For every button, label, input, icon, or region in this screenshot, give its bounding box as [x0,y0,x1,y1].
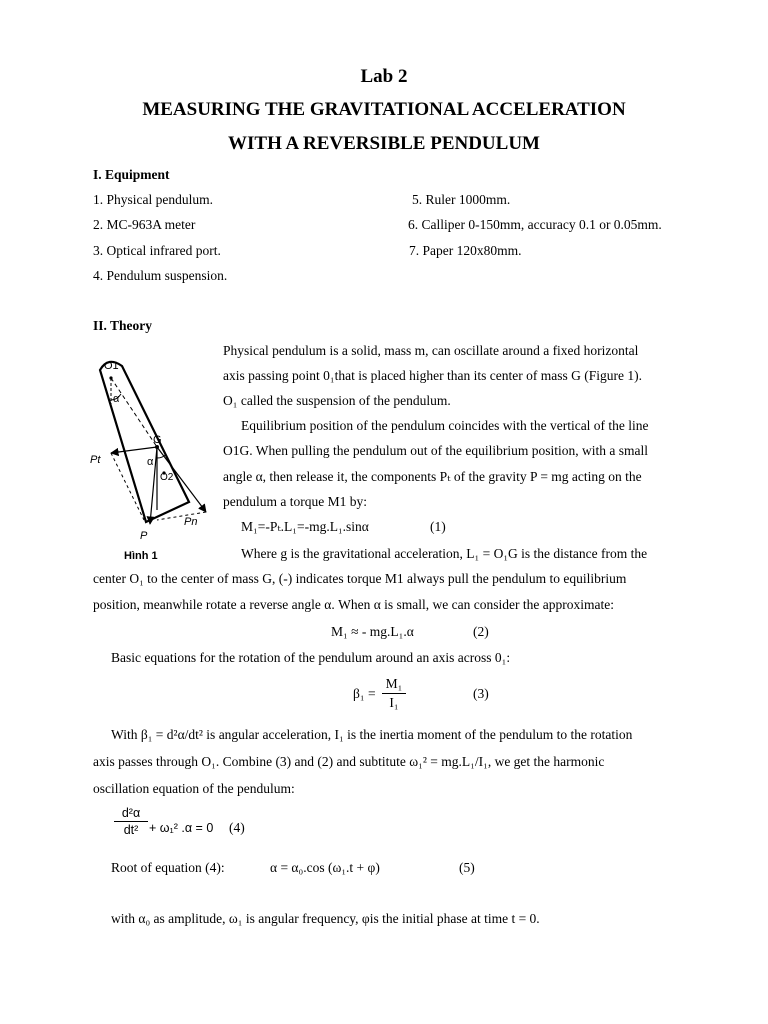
equipment-item-7: 7. Paper 120x80mm. [409,243,522,258]
fig-label-p: P [140,530,148,542]
equipment-item-6: 6. Calliper 0-150mm, accuracy 0.1 or 0.05mm. [408,217,662,232]
fig-label-g: G [153,434,162,446]
title-line-1: MEASURING THE GRAVITATIONAL ACCELERATION [142,99,626,120]
p4-text: Basic equations for the rotation of the pendulum around an axis across 0₁: [111,650,511,665]
equation-3-number: (3) [473,686,489,701]
fig-label-o2: O2 [160,472,174,483]
equipment-item-3: 3. Optical infrared port. [93,243,221,258]
equation-2-number: (2) [473,624,489,639]
p2-line-4: pendulum a torque M1 by: [223,494,367,509]
p6-label: Root of equation (4): [111,860,225,875]
fig-label-alpha: α [113,393,120,405]
p2-line-1: Equilibrium position of the pendulum coincides with the vertical of the line [241,418,649,433]
p1-line-3: O₁ called the suspension of the pendulum. [223,393,451,408]
p2-line-2: O1G. When pulling the pendulum out of the equilibrium position, with a small [223,443,648,458]
equation-3-fraction [382,676,406,711]
p1-line-2: axis passing point 0₁that is placed higher than its center of mass G (Figure 1). [223,368,642,383]
fig-label-pt: Pt [90,454,101,466]
equation-3-denominator: I₁ [389,695,399,710]
equation-1-number: (1) [430,519,446,534]
p5-line-2: axis passes through O₁. Combine (3) and (2) and subtitute ω₁² = mg.L₁/I₁, we get the harmonic [93,754,605,769]
pendulum-figure [86,352,216,567]
lab-number: Lab 2 [360,66,408,87]
equation-3-numerator: M₁ [385,676,403,691]
fig-label-pn: Pn [184,516,198,528]
title-line-2: WITH A REVERSIBLE PENDULUM [228,133,540,154]
equation-5: α = α₀.cos (ω₁.t + φ) [270,860,380,875]
equation-4-denominator: dt² [123,823,139,837]
p5-line-1: With β₁ = d²α/dt² is angular acceleration, I₁ is the inertia moment of the pendulum to the rotation [111,727,633,742]
fig-label-alpha-2: α [147,456,154,468]
equation-4-fraction [114,806,148,837]
p7-text: with α₀ as amplitude, ω₁ is angular frequency, φis the initial phase at time t = 0. [111,911,540,926]
p3-line-2: center O₁ to the center of mass G, (-) indicates torque M1 always pull the pendulum to equilibrium [93,571,627,586]
p2-line-3: angle α, then release it, the components Pₜ of the gravity P = mg acting on the [223,469,642,484]
fig-label-o1: O1 [104,360,119,372]
equation-2: M₁ ≈ - mg.L₁.α [331,624,414,639]
equation-4-numerator: d²α [121,806,141,820]
figure-caption: Hình 1 [124,550,158,562]
p3-line-3: position, meanwhile rotate a reverse angle α. When α is small, we can consider the approximate: [93,597,614,612]
p5-line-3: oscillation equation of the pendulum: [93,781,295,796]
equation-3-lhs: β₁ = [353,686,376,701]
equation-4-number: (4) [229,820,245,835]
equation-1: M₁=-Pₜ.L₁=-mg.L₁.sinα [241,519,369,534]
equipment-item-4: 4. Pendulum suspension. [93,268,228,283]
equipment-item-2: 2. MC-963A meter [93,217,196,232]
p3-line-1: Where g is the gravitational acceleration, L₁ = O₁G is the distance from the [241,546,648,561]
theory-heading: II. Theory [93,318,153,333]
equipment-item-5: 5. Ruler 1000mm. [412,192,511,207]
p1-line-1: Physical pendulum is a solid, mass m, can oscillate around a fixed horizontal [223,343,639,358]
equipment-item-1: 1. Physical pendulum. [93,192,213,207]
equipment-heading: I. Equipment [93,167,170,182]
equation-5-number: (5) [459,860,475,875]
equation-4-rest: + ω₁² .α = 0 [149,821,214,835]
